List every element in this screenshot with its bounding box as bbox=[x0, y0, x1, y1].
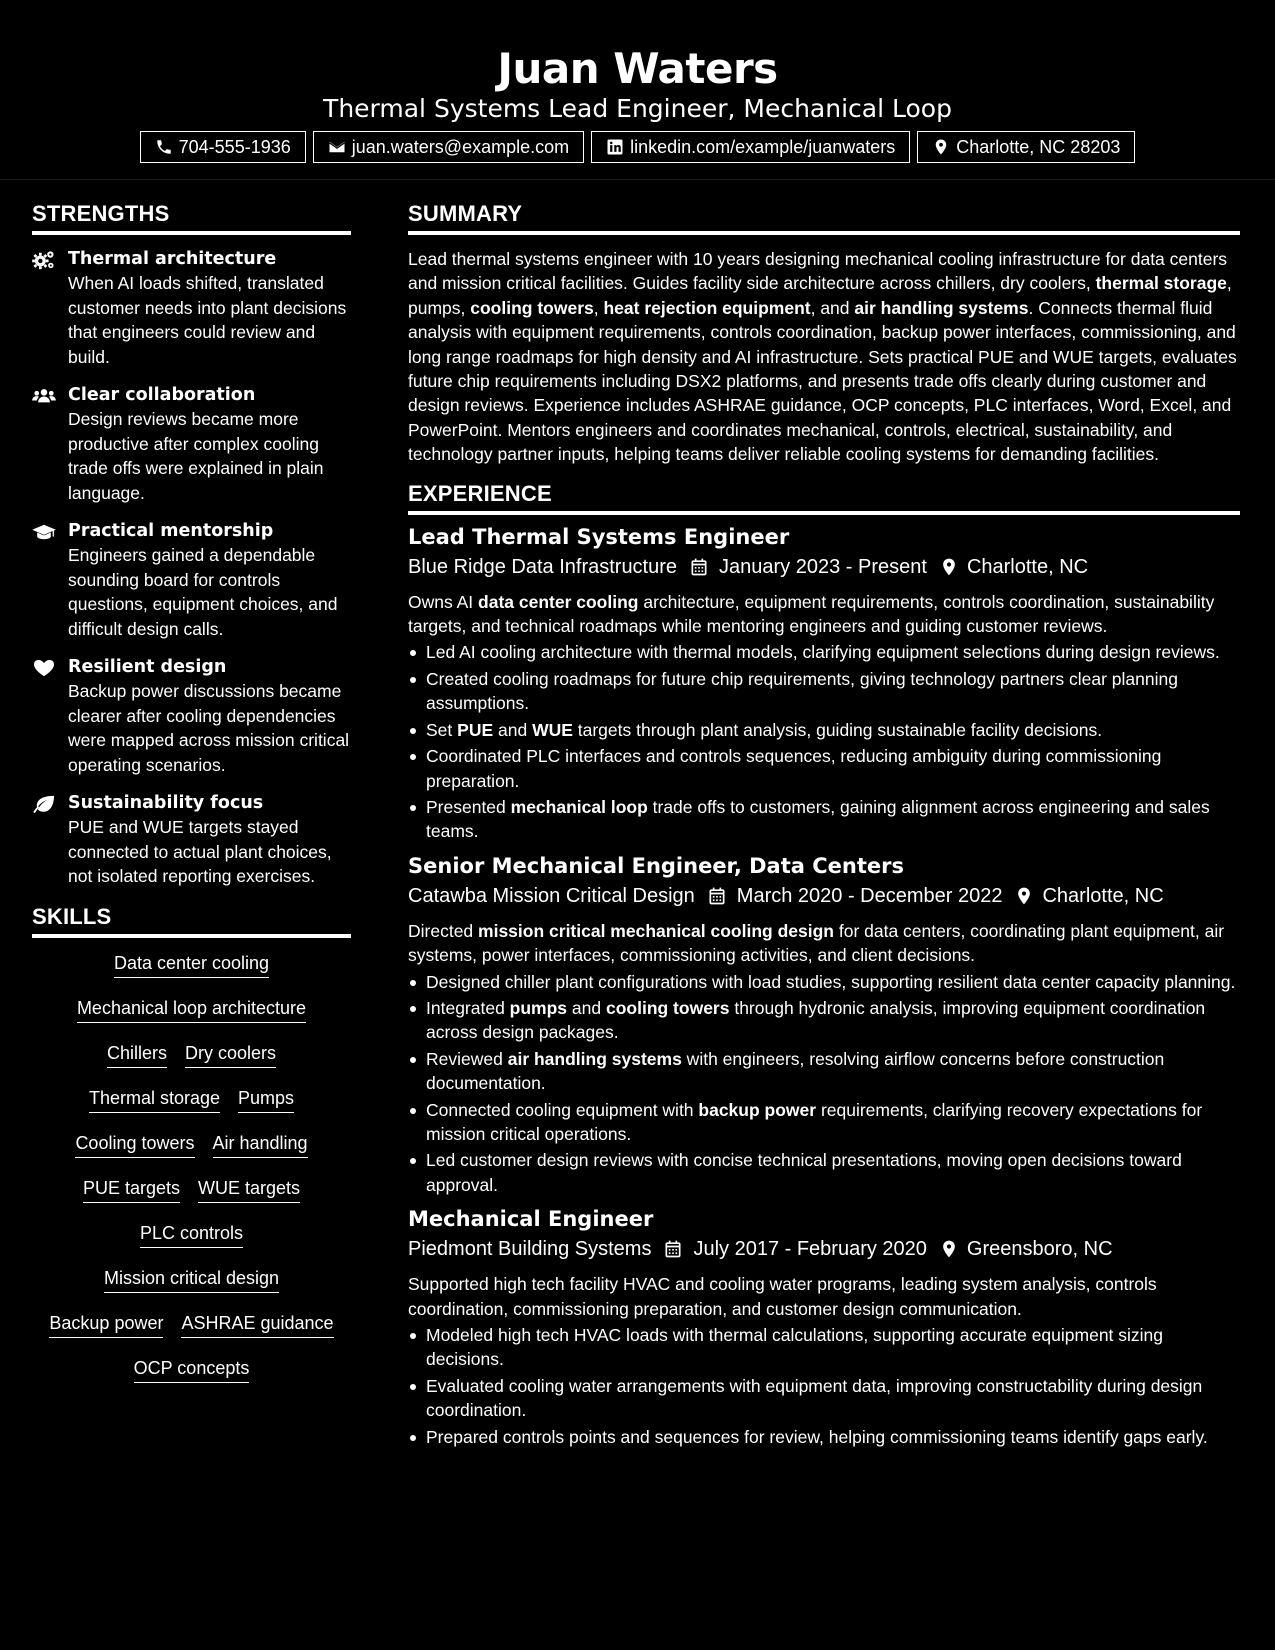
text-segment: Directed bbox=[408, 920, 479, 941]
job-entry bbox=[408, 1205, 1240, 1449]
strength-desc: When AI loads shifted, translated customer needs into plant decisions that engineers could review and build. bbox=[68, 273, 347, 367]
job-location: Charlotte, NC bbox=[1042, 884, 1164, 907]
job-bullet bbox=[408, 795, 1240, 844]
strength-desc: Engineers gained a dependable sounding board for controls questions, equipment choices, and difficult design calls. bbox=[68, 545, 338, 639]
text-segment: for data centers, coordinating plant equipment, air systems, power interfaces, commissioning activities, and client decisions. bbox=[408, 920, 1225, 966]
contact-location-text: Charlotte, NC 28203 bbox=[956, 136, 1121, 157]
gears-icon bbox=[32, 250, 56, 270]
skill-tag: Thermal storage bbox=[89, 1087, 220, 1113]
skill-row bbox=[32, 997, 351, 1042]
skill-row bbox=[32, 1042, 351, 1087]
job-dates: March 2020 - December 2022 bbox=[736, 884, 1003, 907]
text-segment: Modeled high tech HVAC loads with thermal calculations, supporting accurate equipment sizing decisions. bbox=[426, 1325, 1164, 1370]
job-bullet bbox=[408, 970, 1240, 994]
job-bullet bbox=[408, 1047, 1240, 1096]
bold-text: mechanical loop bbox=[510, 796, 648, 817]
strength-desc: Backup power discussions became clearer after cooling dependencies were mapped across mission critical operating scenarios. bbox=[68, 681, 350, 775]
skill-row bbox=[32, 1312, 351, 1357]
text-segment: trade offs to customers, gaining alignment across engineering and sales teams. bbox=[426, 796, 1210, 842]
bold-text: air handling systems bbox=[507, 1048, 682, 1069]
text-segment: Presented bbox=[426, 796, 511, 817]
skill-tag: Backup power bbox=[49, 1312, 163, 1338]
job-bullets bbox=[408, 640, 1240, 843]
text-segment: Prepared controls points and sequences for review, helping commissioning teams identify gaps early. bbox=[426, 1426, 1208, 1447]
linkedin-icon bbox=[606, 138, 624, 156]
right-column bbox=[408, 200, 1240, 1451]
text-segment: . Connects thermal fluid analysis with equipment requirements, controls coordination, backup power interfaces, commissioning, and long range roadmaps for high density and AI infrastructure. Sets practical PUE and WUE targets, evaluates future chip requirements including DSX2 platforms, and presents trade offs clearly during customer and design reviews. Experience includes ASHRAE guidance, OCP concepts, PLC interfaces, Word, Excel, and PowerPoint. Mentors engineers and coordinates mechanical, controls, electrical, sustainability, and technology partner inputs, helping teams deliver reliable cooling systems for demanding facilities. bbox=[408, 297, 1237, 465]
job-bullet bbox=[408, 1425, 1240, 1449]
contact-location[interactable] bbox=[917, 131, 1135, 163]
job-dates: January 2023 - Present bbox=[719, 555, 927, 578]
job-meta bbox=[408, 1234, 1240, 1264]
text-segment: , and bbox=[810, 297, 855, 318]
contact-email-text: juan.waters@example.com bbox=[351, 136, 570, 157]
skill-row bbox=[32, 952, 351, 997]
skill-tag: PLC controls bbox=[140, 1222, 243, 1248]
skill-row bbox=[32, 1177, 351, 1222]
contact-linkedin[interactable] bbox=[591, 131, 910, 163]
experience-section bbox=[408, 480, 1240, 1449]
bold-text: backup power bbox=[698, 1099, 817, 1120]
skill-tag: Dry coolers bbox=[185, 1042, 276, 1068]
contact-phone-text: 704-555-1936 bbox=[178, 136, 291, 157]
skill-tag: WUE targets bbox=[198, 1177, 300, 1203]
strength-item bbox=[32, 383, 351, 505]
job-dates: July 2017 - February 2020 bbox=[693, 1238, 927, 1261]
skill-tag: Data center cooling bbox=[114, 952, 269, 978]
summary-text bbox=[408, 247, 1240, 467]
skill-tag: Chillers bbox=[107, 1042, 167, 1068]
text-segment: Created cooling roadmaps for future chip requirements, giving technology partners clear planning assumptions. bbox=[426, 668, 1178, 714]
strength-item bbox=[32, 519, 351, 641]
contact-bar bbox=[0, 131, 1275, 163]
bold-text: cooling towers bbox=[605, 997, 730, 1018]
job-title: Lead Thermal Systems Engineer bbox=[408, 524, 790, 549]
text-segment: with engineers, resolving airflow concerns before construction documentation. bbox=[426, 1048, 1165, 1094]
text-segment: Supported high tech facility HVAC and cooling water programs, leading system analysis, controls coordination, commissioning preparation, and customer design communication. bbox=[408, 1274, 1157, 1319]
job-title: Mechanical Engineer bbox=[408, 1207, 654, 1232]
text-segment: Coordinated PLC interfaces and controls sequences, reducing ambiguity during commissioning preparation. bbox=[426, 746, 1162, 791]
text-segment: targets through plant analysis, guiding sustainable facility decisions. bbox=[572, 719, 1103, 740]
calendar-icon bbox=[689, 557, 709, 577]
job-bullets bbox=[408, 970, 1240, 1198]
strength-title: Resilient design bbox=[68, 657, 227, 677]
bold-text: mission critical mechanical cooling design bbox=[478, 920, 834, 941]
experience-heading: EXPERIENCE bbox=[408, 480, 1240, 515]
envelope-icon bbox=[328, 138, 346, 156]
strength-item bbox=[32, 655, 351, 777]
leaf-icon bbox=[32, 794, 56, 814]
text-segment: Evaluated cooling water arrangements with equipment data, improving constructability during design coordination. bbox=[426, 1375, 1203, 1421]
phone-icon bbox=[155, 138, 173, 156]
bold-text: air handling systems bbox=[854, 297, 1029, 318]
job-title: Senior Mechanical Engineer, Data Centers bbox=[408, 853, 904, 878]
text-segment: Connected cooling equipment with bbox=[426, 1099, 699, 1120]
graduation-cap-icon bbox=[32, 522, 56, 542]
job-bullet bbox=[408, 1148, 1240, 1197]
skill-tag: Mechanical loop architecture bbox=[77, 997, 306, 1023]
bold-text: PUE bbox=[457, 719, 494, 740]
job-meta bbox=[408, 552, 1240, 582]
skill-tag: Air handling bbox=[213, 1132, 308, 1158]
contact-email[interactable] bbox=[313, 131, 584, 163]
job-company: Blue Ridge Data Infrastructure bbox=[408, 555, 678, 578]
job-description bbox=[408, 919, 1240, 968]
text-segment: Led AI cooling architecture with thermal models, clarifying equipment selections during design reviews. bbox=[426, 642, 1220, 663]
text-segment: requirements, clarifying recovery expectations for mission critical operations. bbox=[426, 1099, 1203, 1144]
job-list bbox=[408, 523, 1240, 1449]
summary-section bbox=[408, 200, 1240, 467]
text-segment: Led customer design reviews with concise technical presentations, moving open decisions toward approval. bbox=[426, 1150, 1182, 1195]
summary-heading: SUMMARY bbox=[408, 200, 1240, 235]
text-segment: Reviewed bbox=[426, 1048, 508, 1069]
job-bullet bbox=[408, 1323, 1240, 1372]
strength-desc: PUE and WUE targets stayed connected to actual plant choices, not isolated reporting exercises. bbox=[68, 817, 332, 886]
job-meta bbox=[408, 881, 1240, 911]
text-segment: , pumps, bbox=[408, 273, 1232, 318]
job-location: Charlotte, NC bbox=[966, 555, 1089, 578]
skill-row bbox=[32, 1357, 351, 1402]
strength-title: Practical mentorship bbox=[68, 521, 274, 541]
strengths-heading: STRENGTHS bbox=[32, 200, 351, 235]
location-pin-icon bbox=[1014, 886, 1034, 906]
skill-row bbox=[32, 1267, 351, 1312]
text-segment: Lead thermal systems engineer with 10 years designing mechanical cooling infrastructure for data centers and mission critical facilities. Guides facility side architecture across chillers, dry coolers, bbox=[408, 249, 1228, 294]
calendar-icon bbox=[663, 1239, 683, 1259]
text-segment: Owns AI bbox=[408, 591, 479, 612]
bold-text: pumps bbox=[509, 997, 568, 1018]
job-entry bbox=[408, 852, 1240, 1197]
users-icon bbox=[32, 386, 56, 406]
job-bullet bbox=[408, 640, 1240, 664]
job-bullet bbox=[408, 744, 1240, 793]
candidate-title: Thermal Systems Lead Engineer, Mechanical Loop bbox=[323, 94, 952, 123]
strength-item bbox=[32, 247, 351, 369]
skill-tag: Mission critical design bbox=[104, 1267, 279, 1293]
heart-icon bbox=[32, 658, 56, 678]
strengths-section bbox=[32, 200, 351, 889]
skill-tag: OCP concepts bbox=[134, 1357, 250, 1383]
skills-list bbox=[32, 952, 351, 1402]
job-bullet bbox=[408, 718, 1240, 742]
skills-section bbox=[32, 903, 351, 1402]
skill-tag: ASHRAE guidance bbox=[181, 1312, 333, 1338]
location-pin-icon bbox=[939, 557, 959, 577]
job-description bbox=[408, 1272, 1240, 1321]
strength-title: Clear collaboration bbox=[68, 385, 256, 405]
bold-text: thermal storage bbox=[1095, 273, 1227, 294]
bold-text: cooling towers bbox=[470, 297, 594, 318]
job-description bbox=[408, 590, 1240, 639]
skill-tag: Cooling towers bbox=[75, 1132, 194, 1158]
skill-tag: PUE targets bbox=[83, 1177, 180, 1203]
contact-linkedin-text: linkedin.com/example/juanwaters bbox=[630, 136, 896, 157]
job-company: Piedmont Building Systems bbox=[408, 1238, 652, 1261]
job-entry bbox=[408, 523, 1240, 844]
location-pin-icon bbox=[932, 138, 950, 156]
resume-header bbox=[0, 0, 1275, 180]
skill-row bbox=[32, 1222, 351, 1267]
skills-heading: SKILLS bbox=[32, 903, 351, 938]
bold-text: heat rejection equipment bbox=[603, 297, 811, 318]
contact-phone[interactable] bbox=[140, 131, 306, 163]
job-bullet bbox=[408, 1374, 1240, 1423]
job-bullet bbox=[408, 667, 1240, 716]
strength-title: Sustainability focus bbox=[68, 793, 264, 813]
job-company: Catawba Mission Critical Design bbox=[408, 884, 695, 907]
text-segment: and bbox=[567, 997, 606, 1018]
skill-tag: Pumps bbox=[238, 1087, 294, 1113]
job-bullet bbox=[408, 996, 1240, 1045]
text-segment: architecture, equipment requirements, controls coordination, sustainability targets, and technical roadmaps while mentoring engineers and guiding customer reviews. bbox=[408, 591, 1215, 637]
candidate-name: Juan Waters bbox=[497, 44, 778, 93]
text-segment: through hydronic analysis, improving equipment coordination across design packages. bbox=[426, 997, 1206, 1043]
job-bullet bbox=[408, 1098, 1240, 1147]
calendar-icon bbox=[707, 886, 727, 906]
skill-row bbox=[32, 1087, 351, 1132]
skill-row bbox=[32, 1132, 351, 1177]
strength-title: Thermal architecture bbox=[68, 249, 277, 269]
strength-desc: Design reviews became more productive after complex cooling trade offs were explained in plain language. bbox=[68, 409, 324, 503]
text-segment: Integrated bbox=[426, 997, 510, 1018]
bold-text: WUE bbox=[532, 719, 573, 740]
location-pin-icon bbox=[939, 1239, 959, 1259]
text-segment: Designed chiller plant configurations with load studies, supporting resilient data center capacity planning. bbox=[426, 971, 1236, 992]
strength-item bbox=[32, 791, 351, 889]
job-bullets bbox=[408, 1323, 1240, 1449]
job-location: Greensboro, NC bbox=[966, 1238, 1113, 1261]
bold-text: data center cooling bbox=[478, 591, 639, 612]
text-segment: , bbox=[593, 297, 604, 318]
text-segment: and bbox=[493, 719, 533, 740]
left-column bbox=[32, 200, 351, 1402]
text-segment: Set bbox=[426, 719, 458, 740]
